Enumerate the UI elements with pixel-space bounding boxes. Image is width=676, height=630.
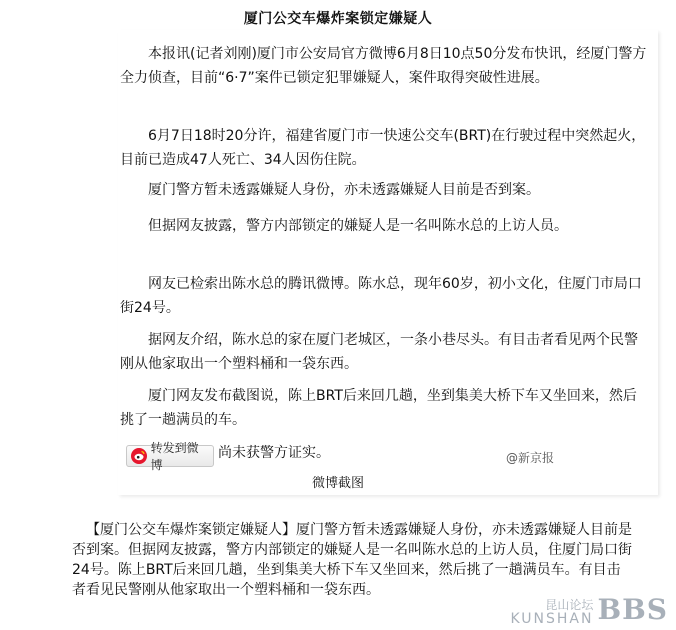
paragraph-7: 厦门网友发布截图说，陈上BRT后来回几趟，坐到集美大桥下车又坐回来，然后挑了一趟满员的车。	[120, 388, 637, 428]
paragraph-6: 据网友介绍，陈水总的家在厦门老城区，一条小巷尽头。有目击者看见两个民警刚从他家取出一个塑料桶和一袋东西。	[120, 332, 638, 372]
summary-paragraph: 【厦门公交车爆炸案锁定嫌疑人】厦门警方暂未透露嫌疑人身份，亦未透露嫌疑人目前是否到案。但据网友披露，警方内部锁定的嫌疑人是一名叫陈水总的上访人员，住厦门局口街24号。陈上BRT后来回几趟，坐到集美大桥下车又坐回来，然后挑了一趟满员车。有目击者看见民警刚从他家取出一个塑料桶和一袋东西。	[72, 522, 632, 598]
paragraph-4: 但据网友披露，警方内部锁定的嫌疑人是一名叫陈水总的上访人员。	[148, 218, 568, 234]
watermark-cn: 昆山论坛	[545, 598, 594, 612]
image-caption: 微博截图	[311, 476, 364, 491]
source-label: @新京报	[506, 451, 555, 465]
source-attribution	[506, 449, 554, 466]
watermark-en: KUNSHAN	[510, 611, 594, 627]
share-area	[126, 441, 214, 472]
article-title: 厦门公交车爆炸案锁定嫌疑人	[243, 11, 433, 27]
forum-watermark	[510, 593, 668, 626]
paragraph-2: 6月7日18时20分许，福建省厦门市一快速公交车(BRT)在行驶过程中突然起火，目前已造成47人死亡、34人因伤住院。	[120, 128, 646, 168]
paragraph-5: 网友已检索出陈水总的腾讯微博。陈水总，现年60岁，初小文化，住厦门市局口街24号。	[120, 276, 642, 316]
paragraph-3: 厦门警方暂未透露嫌疑人身份，亦未透露嫌疑人目前是否到案。	[148, 182, 540, 198]
share-to-weibo-button[interactable]	[126, 441, 214, 472]
paragraph-1: 本报讯(记者刘刚)厦门市公安局官方微博6月8日10点50分发布快讯，经厦门警方全力侦查，目前“6·7”案件已锁定犯罪嫌疑人，案件取得突破性进展。	[120, 46, 647, 86]
watermark-bbs: BBS	[597, 593, 668, 626]
weibo-icon	[131, 448, 147, 464]
share-label: 转发到微博	[150, 441, 199, 472]
unconfirmed-note: 尚未获警方证实。	[218, 445, 330, 461]
